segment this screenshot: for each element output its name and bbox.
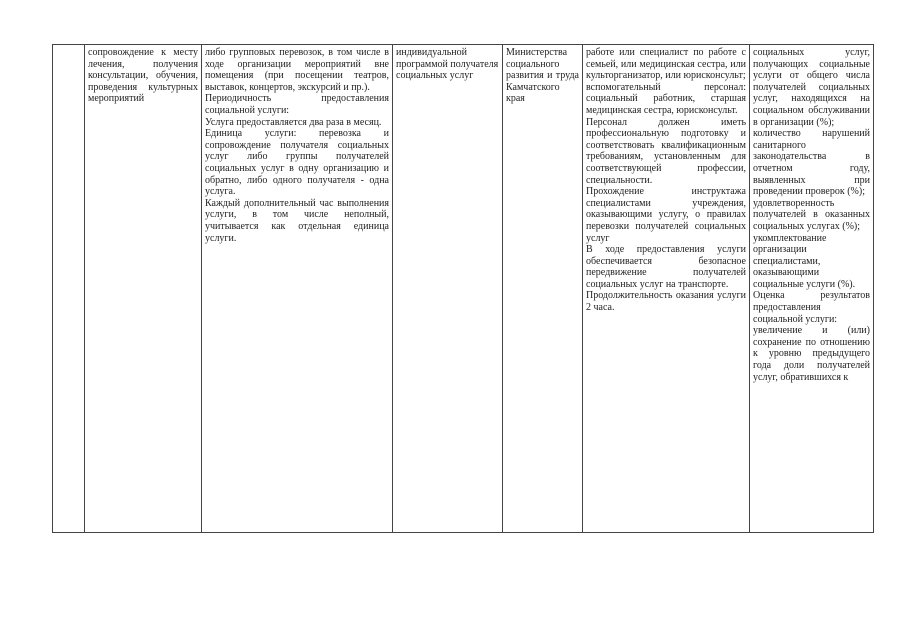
indicator-paragraph: Оценка результатов предоставления социальной услуги: <box>753 290 870 325</box>
table-cell-number <box>53 45 85 533</box>
table-cell-service-description <box>202 45 393 533</box>
table-cell-conditions <box>583 45 750 533</box>
indicator-paragraph: увеличение и (или) сохранение по отношению к уровню предыдущего года доли получателей услуг, обратившихся к <box>753 325 870 383</box>
description-paragraph: Каждый дополнительный час выполнения услуги, в том числе неполный, учитывается как отдельная единица услуги. <box>205 197 389 244</box>
indicator-paragraph: удовлетворенность получателей в оказанных социальных услугах (%); <box>753 197 870 232</box>
conditions-paragraph: Прохождение инструктажа специалистами учреждения, оказывающими услугу, о правилах перевозки получателей социальных услуг <box>586 186 746 244</box>
indicator-paragraph: укомплектование организации специалистами, оказывающими социальные услуги (%). <box>753 232 856 290</box>
description-paragraph: Услуга предоставляется два раза в месяц. <box>205 116 382 128</box>
conditions-paragraph: Продолжительность оказания услуги 2 часа. <box>586 290 746 314</box>
service-name-text: сопровождение к месту лечения, получения консультации, обучения, проведения культурных мероприятий <box>88 47 198 105</box>
description-paragraph: Периодичность предоставления социальной услуги: <box>205 93 389 116</box>
norms-text: индивидуальной программой получателя социальных услуг <box>396 47 499 82</box>
conditions-paragraph: работе или специалист по работе с семьей, или медицинская сестра, или культорганизатор, или юрисконсульт; <box>586 47 746 82</box>
table-cell-service-name <box>85 45 202 533</box>
description-paragraph: либо групповых перевозок, в том числе в ходе организации мероприятий вне помещения (при посещении театров, выставок, концертов, экскурсий и пр.). <box>205 47 389 93</box>
indicator-paragraph: количество нарушений санитарного законодательства в отчетном году, выявленных при проведении проверок (%); <box>753 128 870 198</box>
table-row <box>53 45 874 533</box>
conditions-paragraph: В ходе предоставления услуги обеспечивается безопасное передвижение получателей социальных услуг на транспорте. <box>586 244 746 290</box>
services-table <box>52 44 874 533</box>
conditions-paragraph: Персонал должен иметь профессиональную подготовку и соответствовать квалификационным требованиям, установленным для соответствующей профессии, специальности. <box>586 116 746 186</box>
table-cell-quality-indicators <box>750 45 874 533</box>
description-paragraph: Единица услуги: перевозка и сопровождение получателя социальных услуг либо группы получателей социальных услуг в одну организацию и обратно, либо одного получателя - одна услуга. <box>205 128 389 198</box>
conditions-paragraph: вспомогательный персонал: социальный работник, старшая медицинская сестра, юрисконсульт. <box>586 81 746 116</box>
table-cell-tariff <box>503 45 583 533</box>
table-cell-norms <box>393 45 503 533</box>
tariff-text: Министерства социального развития и труда Камчатского края <box>506 47 579 105</box>
indicator-paragraph: социальных услуг, получающих социальные услуги от общего числа получателей социальных услуг, находящихся на социальном обслуживании в организации (%); <box>753 47 870 128</box>
